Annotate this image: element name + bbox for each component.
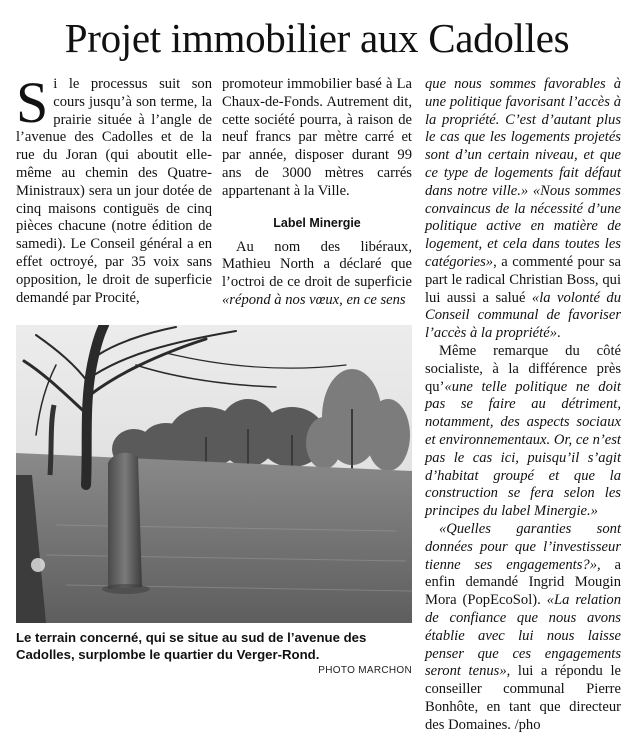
intro-text: i le processus suit son cours jusqu’à son terme, la prairie située à l’angle de l’avenue des Cadolles et de la rue du Joran (qui aboutit elle-même au chemin des Quatre-Ministraux) sera un jour dotée de cinq maisons contiguës de cinq pièces chacune (notre édition de samedi). Le Conseil général a en effet octroyé, par 35 voix sans opposition, le droit de superficie demandé par Procité, bbox=[16, 76, 212, 306]
article-column-3 bbox=[425, 76, 621, 734]
subheading: Label Minergie bbox=[273, 215, 361, 230]
headline: Projet immobilier aux Cadolles bbox=[64, 15, 570, 61]
socialist-quote: «une telle politique ne doit pas se faire au détriment, notamment, des aspects sociaux et environnementaux. Or, ce n’est pas le cas ici, puisqu’il s’agit d’habitat groupé et que la construction se fera selon les principes du label Minergie.» bbox=[425, 378, 621, 520]
paragraph-promoter: promoteur immobilier basé à La Chaux-de-Fonds. Autrement dit, cette société pourra, à raison de neuf francs par mètre carré et par année, disposer durant 99 ans de 3000 mètres carrés appartenant à la Ville. bbox=[222, 76, 412, 199]
reply-quote: «La relation de confiance que nous avons établie avec lui nous laisse penser que ces engagements seront tenus» bbox=[425, 592, 621, 680]
article-column-2 bbox=[222, 76, 412, 310]
bonhote-text: , lui a répondu le conseiller communal Pierre Bonhôte, en tant que directeur des Domaines. /pho bbox=[425, 663, 621, 733]
quote-c: «la volonté du Conseil communal de favoriser l’accès à la propriété» bbox=[425, 289, 621, 342]
question-quote: «Quelles garanties sont données pour que l’investisseur tienne ses engagements?» bbox=[425, 520, 621, 573]
paragraph-guarantees bbox=[425, 521, 621, 734]
photo-credit: PHOTO MARCHON bbox=[318, 665, 412, 676]
period: . bbox=[557, 325, 561, 342]
drop-cap: S bbox=[16, 70, 49, 135]
photo-caption: Le terrain concerné, qui se situe au sud de l’avenue des Cadolles, surplombe le quartier du Verger-Rond. bbox=[16, 630, 367, 662]
radical-text: , a commenté pour sa part le radical Christian Boss, qui lui aussi a salué bbox=[425, 253, 621, 306]
paragraph-intro bbox=[16, 70, 212, 307]
paragraph-liberals bbox=[222, 239, 412, 310]
socialist-text: Même remarque du côté socialiste, à la différence près qu’ bbox=[425, 342, 621, 395]
liberals-quote: «répond à nos vœux, en ce sens bbox=[222, 291, 406, 308]
liberals-text: Au nom des libéraux, Mathieu North a déclaré que l’octroi de ce droit de superficie bbox=[222, 238, 412, 291]
article-column-1 bbox=[16, 70, 212, 307]
mougin-text: , a enfin demandé Ingrid Mougin Mora (PopEcoSol). bbox=[425, 556, 622, 609]
paragraph-radicals bbox=[425, 76, 621, 343]
quote-a: que nous sommes favorables à une politique favorisant l’accès à la propriété. C’est d’autant plus le cas que les logements projetés sont d’un certain niveau, et que ce type de logements fait défaut dans notre ville.» bbox=[425, 76, 621, 199]
photo-meadow bbox=[16, 325, 412, 623]
paragraph-socialists bbox=[425, 343, 621, 521]
quote-b: «Nous sommes convaincus de la nécessité d’une politique active en matière de logement, et cela dans toutes les catégories» bbox=[425, 182, 621, 270]
